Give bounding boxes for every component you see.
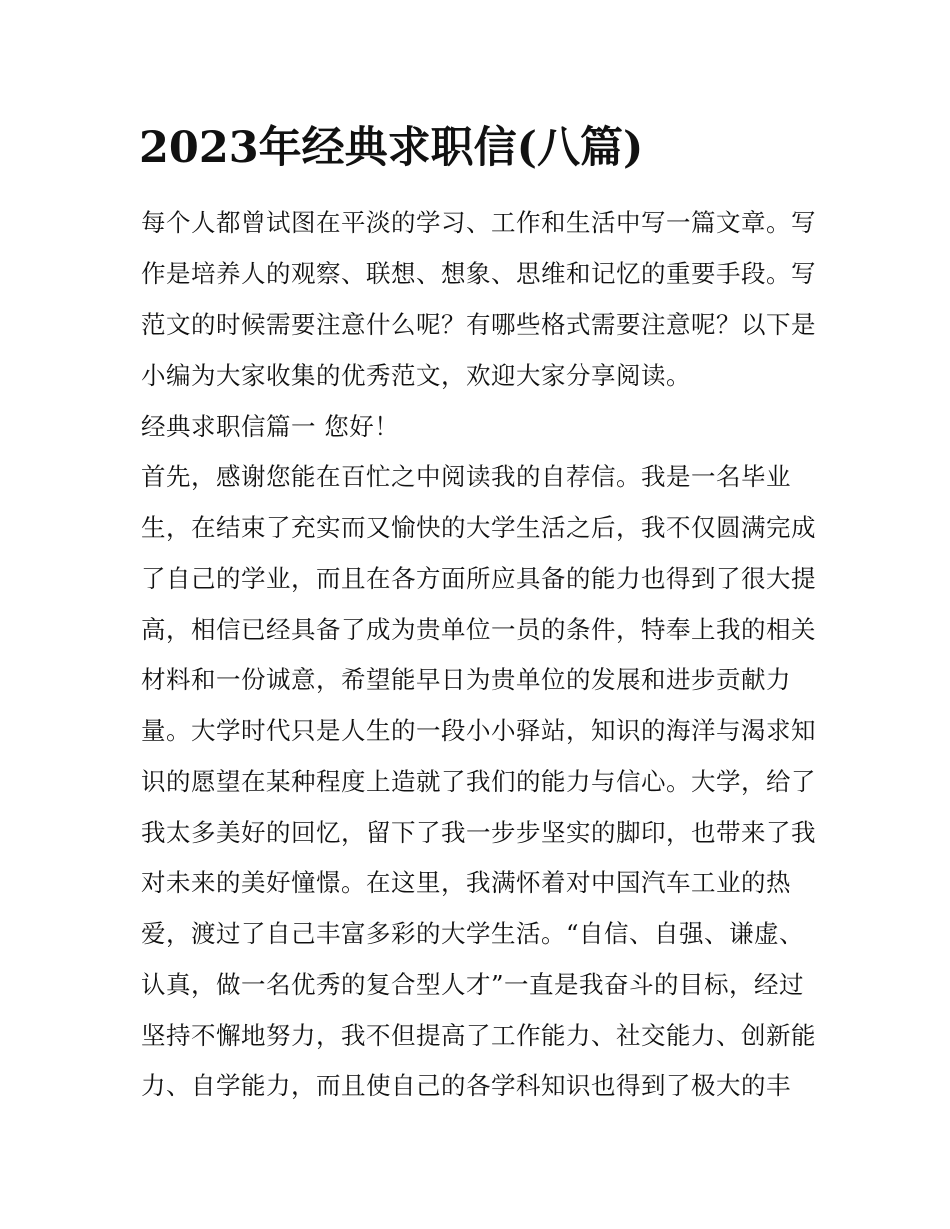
- body-line: 我太多美好的回忆，留下了我一步步坚实的脚印，也带来了我: [141, 818, 816, 847]
- body-line: 认真，做一名优秀的复合型人才”一直是我奋斗的目标，经过: [141, 970, 805, 999]
- body-line: 量。大学时代只是人生的一段小小驿站，知识的海洋与渴求知: [141, 716, 816, 745]
- document-title: 2023年经典求职信(八篇): [139, 123, 644, 173]
- body-line: 高，相信已经具备了成为贵单位一员的条件，特奉上我的相关: [141, 615, 816, 644]
- intro-line: 每个人都曾试图在平淡的学习、工作和生活中写一篇文章。写: [141, 208, 816, 237]
- intro-line: 范文的时候需要注意什么呢？有哪些格式需要注意呢？以下是: [141, 310, 816, 339]
- body-line: 材料和一份诚意，希望能早日为贵单位的发展和进步贡献力: [141, 665, 791, 694]
- intro-line: 小编为大家收集的优秀范文，欢迎大家分享阅读。: [141, 361, 691, 390]
- intro-line: 作是培养人的观察、联想、想象、思维和记忆的重要手段。写: [141, 259, 816, 288]
- body-line: 爱，渡过了自己丰富多彩的大学生活。“自信、自强、谦虚、: [141, 919, 805, 948]
- body-line: 对未来的美好憧憬。在这里，我满怀着对中国汽车工业的热: [141, 868, 791, 897]
- body-line: 首先，感谢您能在百忙之中阅读我的自荐信。我是一名毕业: [141, 462, 791, 491]
- body-line: 生，在结束了充实而又愉快的大学生活之后，我不仅圆满完成: [141, 513, 816, 542]
- body-line: 了自己的学业，而且在各方面所应具备的能力也得到了很大提: [141, 564, 816, 593]
- section-heading: 经典求职信篇一 您好！: [141, 412, 400, 441]
- body-line: 识的愿望在某种程度上造就了我们的能力与信心。大学，给了: [141, 767, 816, 796]
- body-line: 力、自学能力，而且使自己的各学科知识也得到了极大的丰: [141, 1071, 791, 1100]
- body-line: 坚持不懈地努力，我不但提高了工作能力、社交能力、创新能: [141, 1021, 816, 1050]
